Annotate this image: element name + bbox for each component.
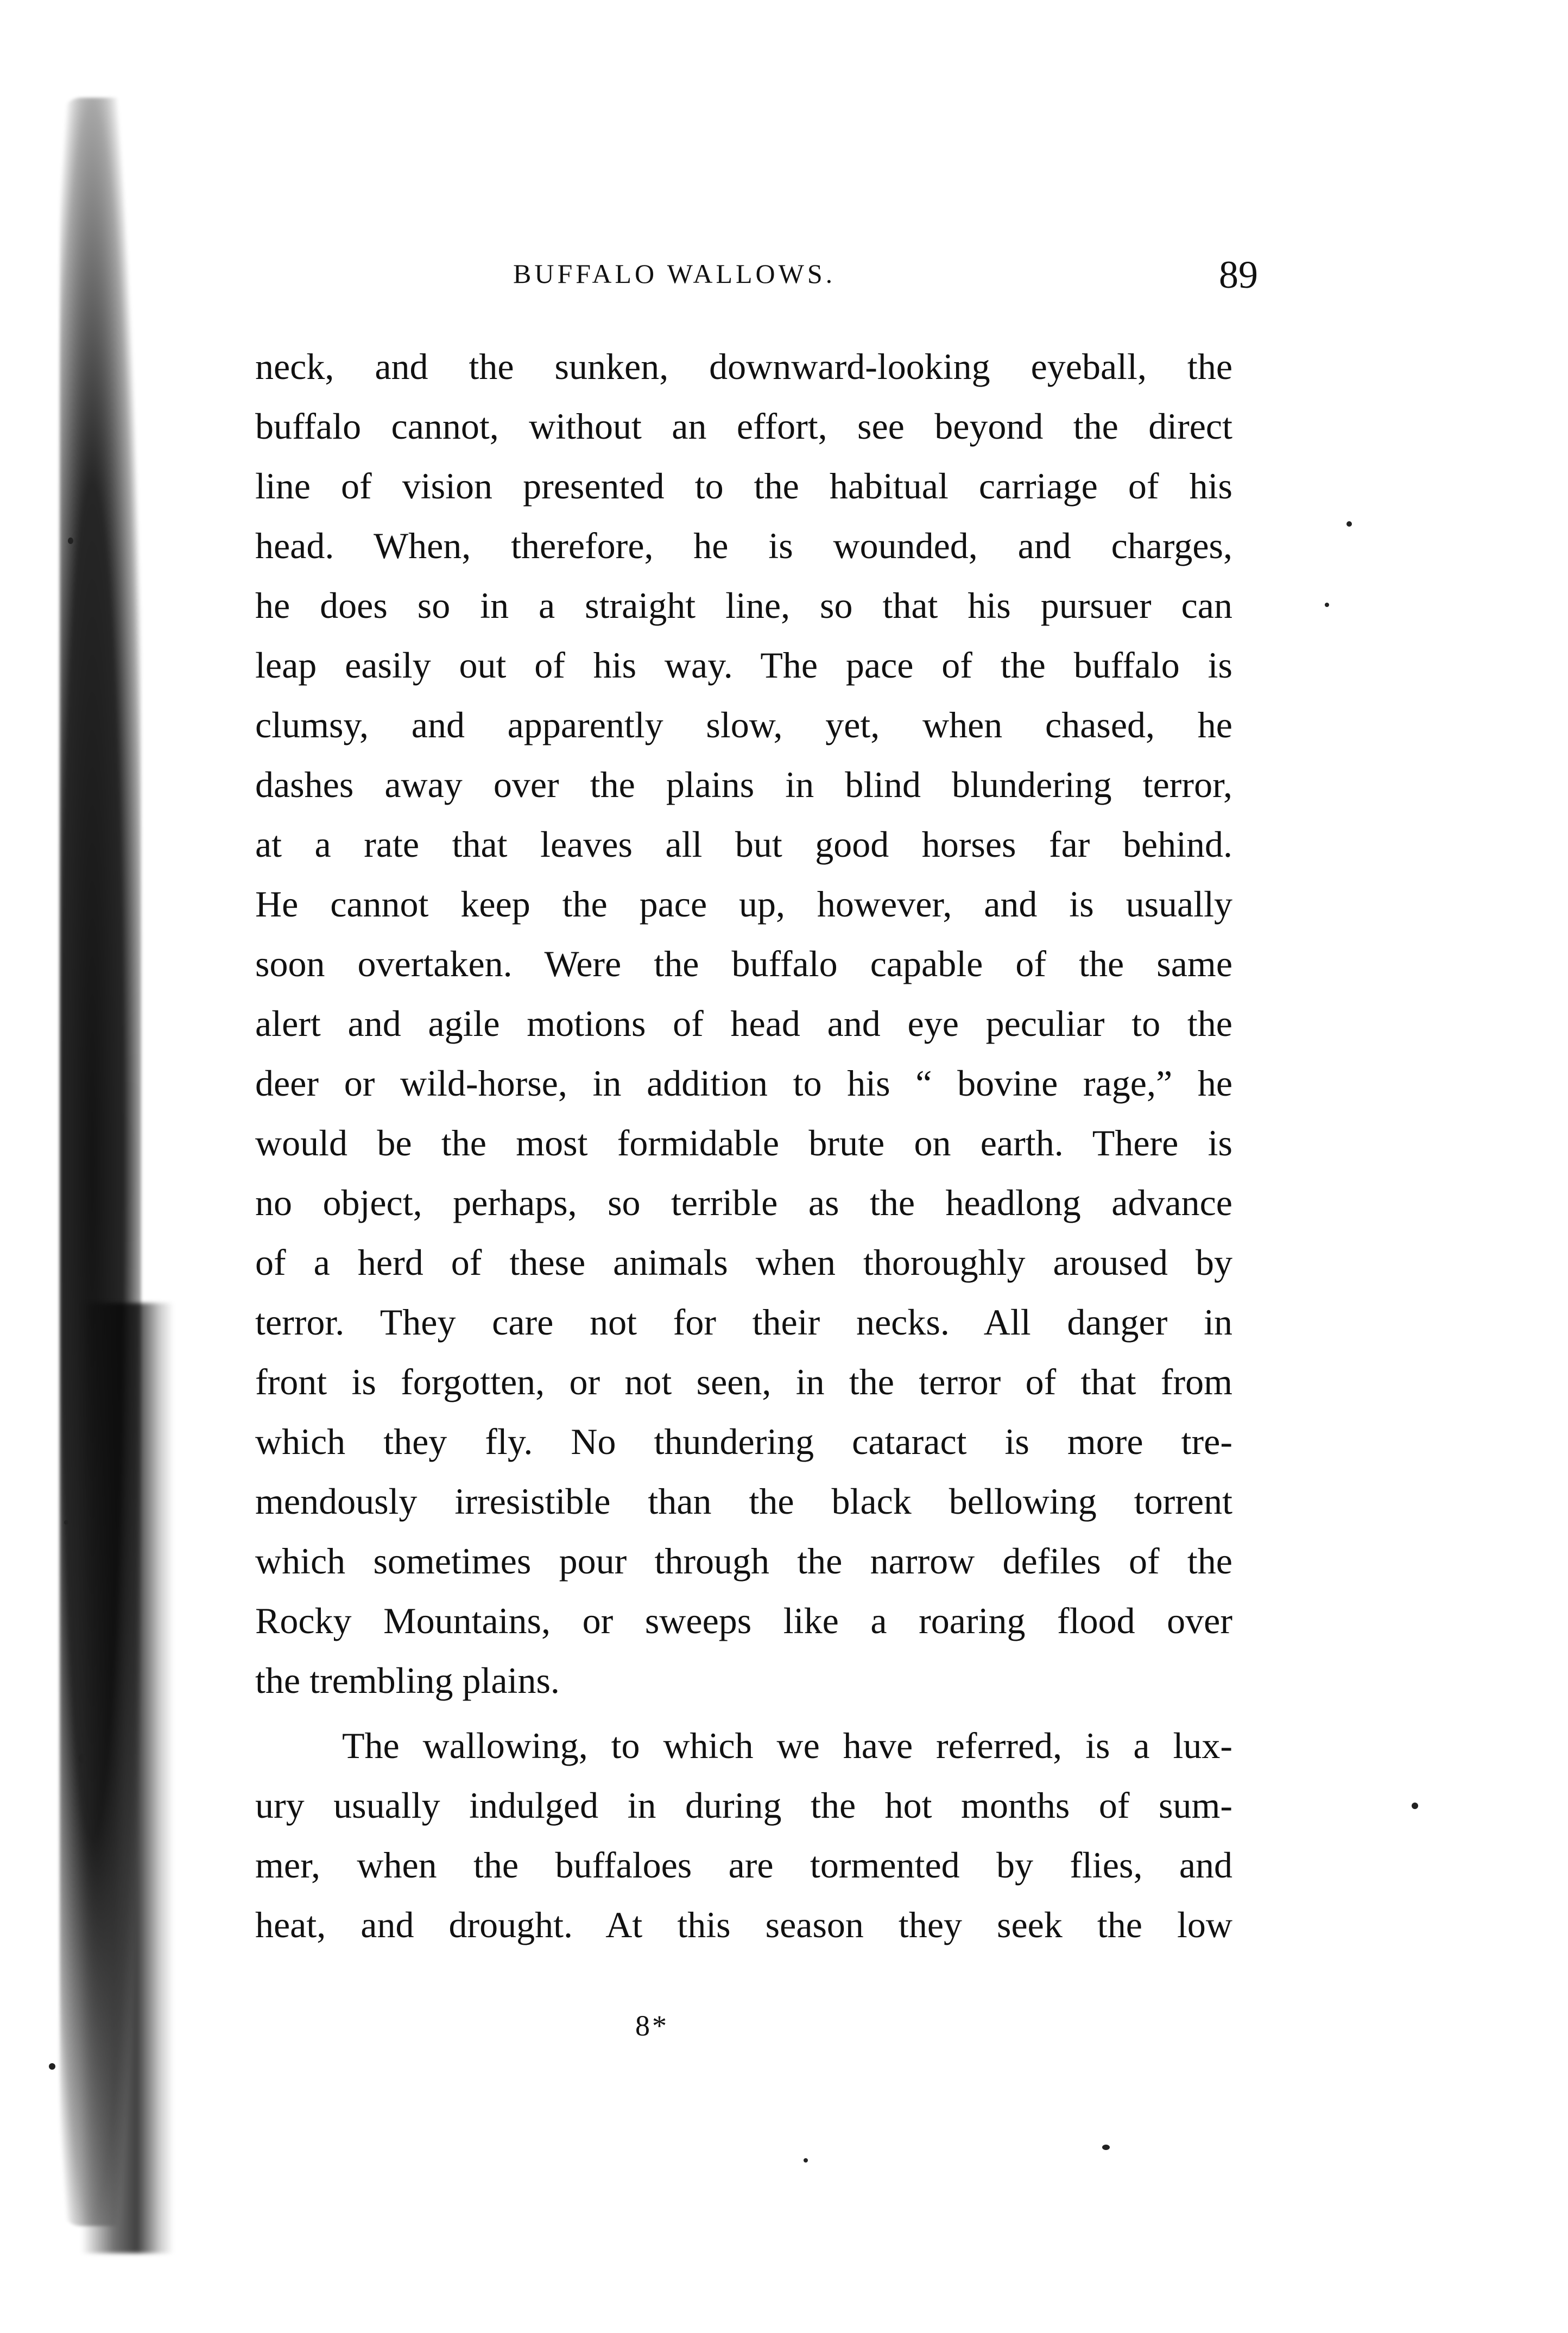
text-line: would be the most formidable brute on earth. There is [255, 1122, 1232, 1164]
text-line: line of vision presented to the habitual carriage of his [255, 465, 1232, 507]
text-line: deer or wild-horse, in addition to his “ bovine rage,” he [255, 1063, 1232, 1104]
text-line: Rocky Mountains, or sweeps like a roaring flood over [255, 1600, 1232, 1641]
text-line: he does so in a straight line, so that his pursuer can [255, 585, 1232, 626]
text-line: of a herd of these animals when thoroughly aroused by [255, 1242, 1232, 1283]
text-line: clumsy, and apparently slow, yet, when chased, he [255, 704, 1232, 745]
text-line: ury usually indulged in during the hot months of sum- [255, 1785, 1232, 1826]
text-line: terror. They care not for their necks. All danger in [255, 1301, 1232, 1343]
text-line: neck, and the sunken, downward-looking eyeball, the [255, 346, 1232, 387]
text-line: mendously irresistible than the black bellowing torrent [255, 1481, 1232, 1522]
text-line: mer, when the buffaloes are tormented by flies, and [255, 1844, 1232, 1886]
text-line: He cannot keep the pace up, however, and is usually [255, 883, 1232, 925]
page-number: 89 [1219, 253, 1258, 296]
binding-shadow-lower [81, 1303, 174, 2253]
text-line: at a rate that leaves all but good horses far behind. [255, 824, 1232, 865]
text-line: leap easily out of his way. The pace of the buffalo is [255, 644, 1232, 686]
paragraph-gap [255, 1710, 1232, 1716]
text-line: buffalo cannot, without an effort, see beyond the direct [255, 406, 1232, 447]
scan-speck [1102, 2145, 1110, 2150]
scan-speck [68, 538, 73, 544]
scan-speck [1346, 521, 1352, 527]
paragraph [255, 1716, 1232, 1955]
text-line: which they fly. No thundering cataract is more tre- [255, 1421, 1232, 1462]
text-line: head. When, therefore, he is wounded, and charges, [255, 525, 1232, 566]
scan-speck [49, 2063, 55, 2070]
scan-speck [1412, 1803, 1418, 1809]
running-title: BUFFALO WALLOWS. [513, 258, 836, 289]
scan-speck [1325, 603, 1329, 607]
text-line: dashes away over the plains in blind blundering terror, [255, 764, 1232, 805]
text-line: heat, and drought. At this season they seek the low [255, 1904, 1232, 1945]
text-line: The wallowing, to which we have referred, is a lux- [342, 1725, 1232, 1766]
body-text [255, 337, 1232, 1955]
text-line: the trembling plains. [255, 1660, 560, 1701]
text-line: front is forgotten, or not seen, in the terror of that from [255, 1361, 1232, 1402]
text-line: soon overtaken. Were the buffalo capable of the same [255, 943, 1232, 984]
text-line: alert and agile motions of head and eye peculiar to the [255, 1003, 1232, 1044]
signature-mark: 8* [635, 2009, 669, 2042]
paragraph [255, 337, 1232, 1710]
scan-speck [79, 1754, 86, 1763]
text-line: no object, perhaps, so terrible as the headlong advance [255, 1182, 1232, 1223]
running-head [0, 252, 1568, 301]
scan-speck [804, 2158, 808, 2163]
text-line: which sometimes pour through the narrow defiles of the [255, 1540, 1232, 1582]
scan-speck [64, 1520, 68, 1525]
